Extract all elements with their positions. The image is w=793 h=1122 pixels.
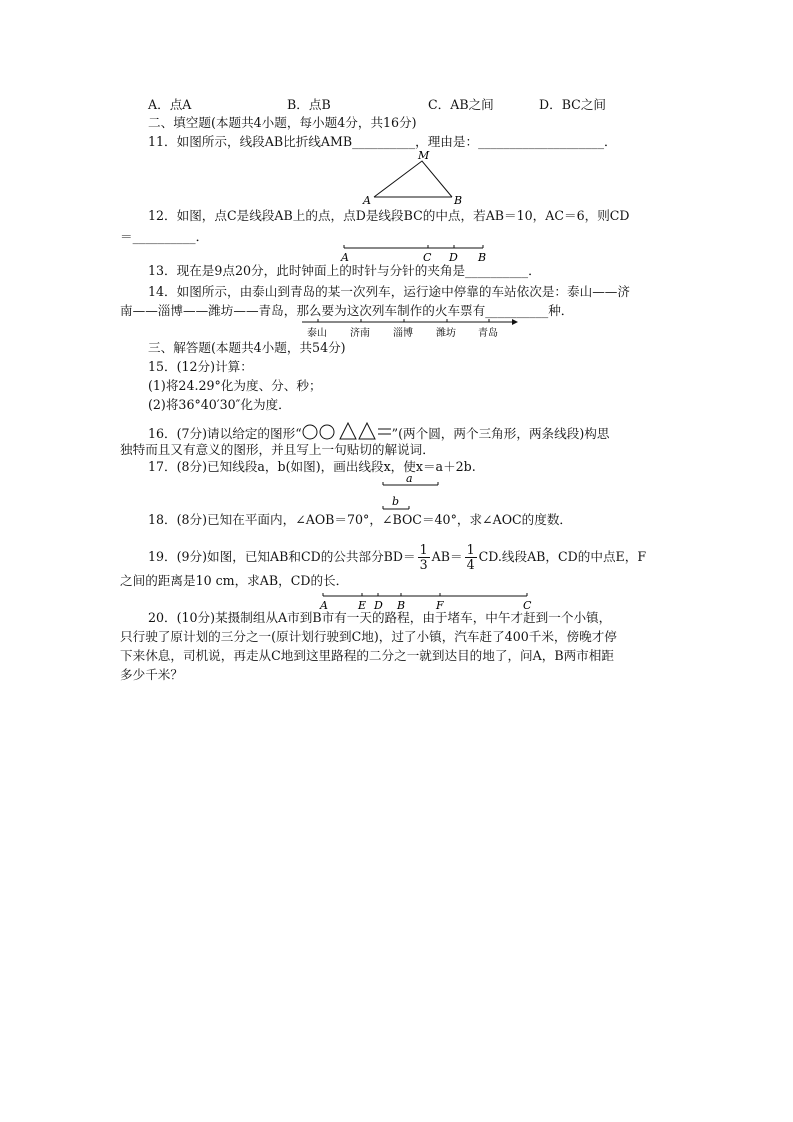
q16-line1 bbox=[148, 422, 609, 443]
q14-station-zibo: 淄博 bbox=[393, 328, 413, 339]
q11-label-a: A bbox=[363, 194, 371, 207]
q14-line2: 南——淄博——潍坊——青岛，那么要为这次列车制作的火车票有__________种． bbox=[120, 303, 574, 318]
q12-line2: ＝__________． bbox=[120, 229, 209, 244]
q19-line1 bbox=[148, 541, 646, 573]
q19-label-d: D bbox=[374, 599, 383, 612]
q20-line4: 多少千米？ bbox=[120, 667, 183, 682]
q14-station-taishan: 泰山 bbox=[307, 328, 327, 339]
q11-label-b: B bbox=[454, 194, 463, 207]
q17-segments-figure bbox=[378, 472, 444, 514]
q11-label-m: M bbox=[418, 149, 430, 162]
q11-text: 11．如图所示，线段AB比折线AMB__________，理由是：____________________． bbox=[148, 134, 617, 149]
q17-text: 17．(8分)已知线段a，b(如图)，画出线段x，使x＝a＋2b. bbox=[148, 459, 476, 474]
q19-part3: CD.线段AB，CD的中点E，F bbox=[478, 549, 647, 564]
q16-suffix: ”(两个圆，两个三角形，两条线段)构思 bbox=[391, 426, 610, 441]
q10-option-b: B．点B bbox=[287, 97, 331, 112]
q14-station-jinan: 济南 bbox=[350, 328, 370, 339]
q19-fraction-1 bbox=[418, 543, 430, 572]
q10-option-a: A．点A bbox=[148, 97, 192, 112]
q19-label-c: C bbox=[523, 599, 532, 612]
q12-line1: 12．如图，点C是线段AB上的点，点D是线段BC的中点，若AB＝10，AC＝6，则CD bbox=[148, 208, 630, 223]
q19-fraction-2 bbox=[465, 543, 477, 572]
q20-line2: 只行驶了原计划的三分之一(原计划行驶到C地)，过了小镇，汽车赶了400千米，傍晚才停 bbox=[120, 629, 617, 644]
q16-line2: 独特而且又有意义的图形，并且写上一句贴切的解说词． bbox=[120, 442, 435, 457]
q18-text: 18．(8分)已知在平面内，∠AOB＝70°，∠BOC＝40°，求∠AOC的度数． bbox=[148, 512, 573, 527]
q11-triangle-figure bbox=[360, 148, 470, 208]
q19-frac1-den: 3 bbox=[419, 557, 428, 572]
q12-label-c: C bbox=[423, 251, 432, 264]
q12-label-d: D bbox=[449, 251, 458, 264]
q19-frac2-den: 4 bbox=[466, 557, 475, 572]
q14-line1: 14．如图所示，由泰山到青岛的某一次列车，运行途中停靠的车站依次是：泰山——济 bbox=[148, 284, 630, 299]
section2-header: 二、填空题(本题共4小题，每小题4分，共16分) bbox=[148, 115, 417, 130]
q19-part1: 19．(9分)如图，已知AB和CD的公共部分BD＝ bbox=[148, 549, 416, 564]
section3-header: 三、解答题(本题共4小题，共54分) bbox=[148, 340, 346, 355]
q12-segment-figure bbox=[335, 240, 495, 264]
q12-label-b: B bbox=[478, 251, 487, 264]
q10-option-c: C．AB之间 bbox=[428, 97, 494, 112]
q19-label-f: F bbox=[436, 599, 444, 612]
q15-part2: (2)将36°40′30″化为度． bbox=[148, 397, 291, 412]
q17-label-a: a bbox=[406, 472, 413, 485]
q19-label-a: A bbox=[320, 599, 328, 612]
q20-line1: 20．(10分)某摄制组从A市到B市有一天的路程，由于堵车，中午才赶到一个小镇， bbox=[148, 610, 612, 625]
q19-label-b: B bbox=[397, 599, 406, 612]
q13-text: 13．现在是9点20分，此时钟面上的时针与分针的夹角是__________． bbox=[148, 263, 541, 278]
q19-frac1-num: 1 bbox=[419, 542, 428, 557]
q12-label-a: A bbox=[341, 251, 349, 264]
q14-station-weifang: 潍坊 bbox=[436, 328, 456, 339]
q20-line3: 下来休息，司机说，再走从C地到这里路程的二分之一就到达目的地了，问A，B两市相距 bbox=[120, 648, 614, 663]
q19-line2: 之间的距离是10 cm，求AB，CD的长． bbox=[120, 573, 349, 588]
q15-title: 15．(12分)计算： bbox=[148, 359, 253, 374]
q16-prefix: 16．(7分)请以给定的图形“ bbox=[148, 426, 302, 441]
q17-label-b: b bbox=[392, 495, 400, 508]
q14-station-qingdao: 青岛 bbox=[478, 328, 498, 339]
q15-part1: (1)将24.29°化为度、分、秒； bbox=[148, 378, 322, 393]
q10-option-d: D．BC之间 bbox=[539, 97, 607, 112]
q19-label-e: E bbox=[358, 599, 367, 612]
q16-shapes-icon bbox=[302, 422, 392, 442]
q19-part2: AB＝ bbox=[431, 549, 463, 564]
q19-frac2-num: 1 bbox=[466, 542, 475, 557]
